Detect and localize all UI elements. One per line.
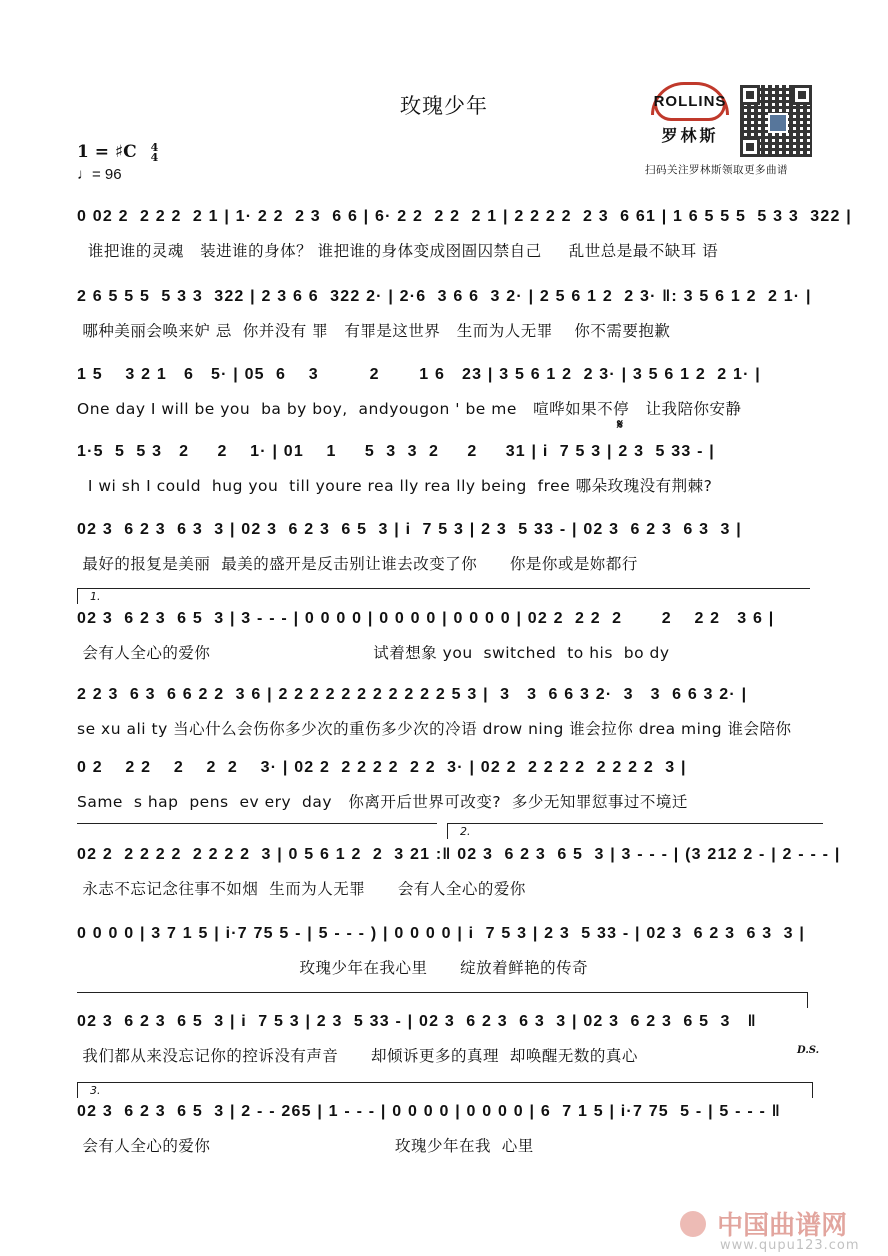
staff-line-7 xyxy=(77,683,812,739)
notation: 0 2 2 2 2 2 2 3· | 02 2 2 2 2 2 2 2 3· | 02 2 2 2 2 2 2 2 2 2 3 | xyxy=(77,759,687,776)
staff-line-1 xyxy=(77,205,852,261)
qr-code-icon[interactable] xyxy=(740,85,812,157)
staff-line-11 xyxy=(77,1010,812,1066)
staff-line-4 xyxy=(77,440,812,496)
notation: 02 3 6 2 3 6 5 3 | 2 - - 265 | 1 - - - | 0 0 0 0 | 0 0 0 0 | 6 7 1 5 | i·7 75 5 - | 5 - - - ‖ xyxy=(77,1103,781,1120)
staff-line-12 xyxy=(77,1100,812,1156)
notation: 0 0 0 0 | 3 7 1 5 | i·7 75 5 - | 5 - - - ) | 0 0 0 0 | i 7 5 3 | 2 3 5 33 - | 02 3 6 2 3 6 3 3 | xyxy=(77,925,806,942)
staff-line-9 xyxy=(77,843,841,899)
scan-caption: 扫码关注罗林斯领取更多曲谱 xyxy=(645,164,788,176)
watermark-name: 中国曲谱网 xyxy=(717,1211,848,1241)
tempo-marking: ♩= 96 xyxy=(77,166,122,183)
lyrics: 会有人全心的爱你 试着想象 you switched to his bo dy xyxy=(77,644,670,662)
notation: 02 3 6 2 3 6 5 3 | 3 - - - | 0 0 0 0 | 0 0 0 0 | 0 0 0 0 | 02 2 2 2 2 2 2 2 3 6 | xyxy=(77,610,775,627)
time-signature: 4 4 xyxy=(150,140,159,164)
notation: 2 6 5 5 5 5 3 3 322 | 2 3 6 6 322 2· | 2·6 3 6 6 3 2· | 2 5 6 1 2 2 3· ‖: 3 5 6 1 2 2 1· | xyxy=(77,288,812,305)
qupu-logo-icon xyxy=(680,1211,706,1237)
staff-line-5 xyxy=(77,518,812,574)
staff-line-8 xyxy=(77,756,812,812)
lyrics: I wi sh I could hug you till youre rea lly rea lly being free 哪朵玫瑰没有荆棘? xyxy=(77,477,713,495)
staff-line-10 xyxy=(77,922,812,978)
volta-1: 1. xyxy=(77,588,810,604)
lyrics: One day I will be you ba by boy, andyougon ' be me 喧哗如果不停 让我陪你安静 xyxy=(77,400,742,418)
watermark xyxy=(680,1205,860,1253)
lyrics: 谁把谁的灵魂 装进谁的身体？ 谁把谁的身体变成囹圄囚禁自己 乱世总是最不缺耳 语 xyxy=(77,242,719,260)
dal-segno-marking: D.S. xyxy=(797,1045,820,1056)
staff-line-2 xyxy=(77,285,812,341)
lyrics: 我们都从来没忘记你的控诉没有声音 却倾诉更多的真理 却唤醒无数的真心 xyxy=(77,1047,638,1065)
watermark-url: www.qupu123.com xyxy=(720,1238,860,1253)
notation: 0 02 2 2 2 2 2 1 | 1· 2 2 2 3 6 6 | 6· 2 2 2 2 2 1 | 2 2 2 2 2 3 6 61 | 1 6 5 5 5 5 3 3 322 | xyxy=(77,208,852,225)
lyrics: 永志不忘记念往事不如烟 生而为人无罪 会有人全心的爱你 xyxy=(77,880,526,898)
lyrics: 会有人全心的爱你 玫瑰少年在我 心里 xyxy=(77,1137,534,1155)
lyrics: se xu ali ty 当心什么会伤你多少次的重伤多少次的冷语 drow ning 谁会拉你 drea ming 谁会陪你 xyxy=(77,720,792,738)
song-title: 玫瑰少年 xyxy=(400,94,488,118)
staff-line-6 xyxy=(77,607,812,663)
volta-3: 3. xyxy=(77,1082,813,1098)
staff-line-3 xyxy=(77,363,812,419)
brand-name-cn: 罗林斯 xyxy=(661,126,719,145)
key-label: 1 = ♯C xyxy=(77,142,137,162)
notation: 02 3 6 2 3 6 3 3 | 02 3 6 2 3 6 5 3 | i 7 5 3 | 2 3 5 33 - | 02 3 6 2 3 6 3 3 | xyxy=(77,521,742,538)
lyrics: Same s hap pens ev ery day 你离开后世界可改变? 多少无知罪愆事过不境迁 xyxy=(77,793,688,811)
brand-logo xyxy=(640,82,740,146)
lyrics: 哪种美丽会唤来妒 忌 你并没有 罪 有罪是这世界 生而为人无罪 你不需要抱歉 xyxy=(77,322,671,340)
volta-1-end xyxy=(77,823,437,839)
lyrics: 最好的报复是美丽 最美的盛开是反击别让谁去改变了你 你是你或是妳都行 xyxy=(77,555,638,573)
notation: 1 5 3 2 1 6 5· | 05 6 3 2 1 6 23 | 3 5 6 1 2 2 3· | 3 5 6 1 2 2 1· | xyxy=(77,366,761,383)
notation: 1·5 5 5 3 2 2 1· | 01 1 5 3 3 2 2 31 | i 7 5 3 | 2 3 5 33 - | xyxy=(77,443,715,460)
key-signature xyxy=(77,142,158,163)
notation: 02 2 2 2 2 2 2 2 2 2 3 | 0 5 6 1 2 2 3 21 :‖ 02 3 6 2 3 6 5 3 | 3 - - - | (3 212 2 - | 2 - - - | xyxy=(77,846,841,863)
brand-name-en: ROLLINS xyxy=(653,93,727,110)
lyrics: 玫瑰少年在我心里 绽放着鲜艳的传奇 xyxy=(77,959,589,977)
notation: 02 3 6 2 3 6 5 3 | i 7 5 3 | 2 3 5 33 - | 02 3 6 2 3 6 3 3 | 02 3 6 2 3 6 5 3 ‖ xyxy=(77,1013,757,1030)
notation: 2 2 3 6 3 6 6 2 2 3 6 | 2 2 2 2 2 2 2 2 2 2 2 5 3 | 3 3 6 6 3 2· 3 3 6 6 3 2· | xyxy=(77,686,748,703)
volta-2-end xyxy=(77,992,808,1008)
segno-icon: 𝄋 xyxy=(617,417,624,433)
volta-2: 2. xyxy=(447,823,823,839)
